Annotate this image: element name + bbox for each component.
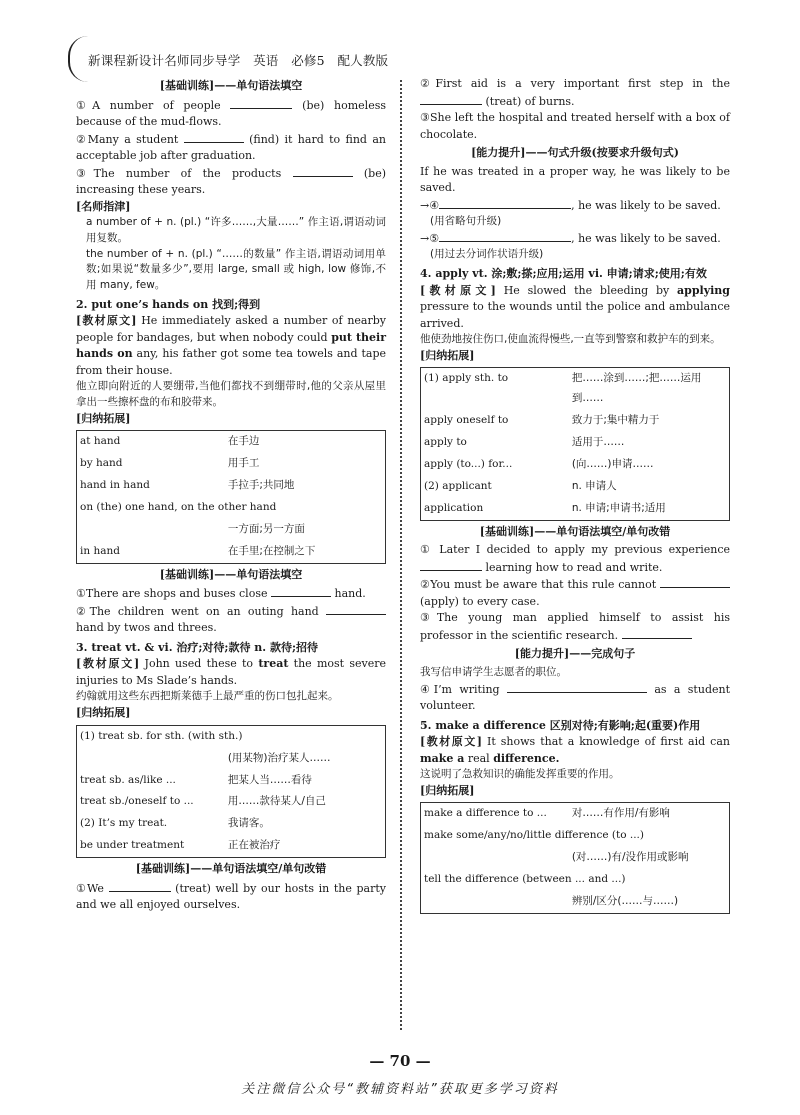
- source-translation: 约翰就用这些东西把斯莱德手上最严重的伤口包扎起来。: [76, 690, 339, 703]
- answer-blank[interactable]: [622, 627, 692, 639]
- answer-blank[interactable]: [420, 93, 482, 105]
- section-heading: [能力提升]——完成句子: [514, 647, 636, 661]
- answer-blank[interactable]: [439, 230, 571, 242]
- section-heading: [基础训练]——单句语法填空/单句改错: [135, 862, 327, 876]
- page-number: — 70 —: [369, 1052, 431, 1070]
- column-divider: [400, 80, 402, 1030]
- exercise-item: ①There are shops and buses close hand.: [76, 587, 366, 601]
- source-translation: 这说明了急救知识的确能发挥重要的作用。: [420, 768, 620, 781]
- table-row: (2) It’s my treat. 我请客。: [80, 817, 270, 830]
- exercise-note: (用过去分词作状语升级): [430, 248, 544, 261]
- answer-blank[interactable]: [507, 681, 647, 693]
- source-text: [教材原文] He immediately asked a number of nearby people for bandages, but when nobody could put their hands on any, his father got some tea towels and tape from their house.: [76, 314, 387, 377]
- answer-blank[interactable]: [293, 165, 353, 177]
- exercise-item: If he was treated in a proper way, he was likely to be saved.: [420, 164, 730, 194]
- exercise-item: ③The number of the products (be) increasing these years.: [76, 166, 386, 196]
- table-row: make some/any/no/little difference (to ...): [424, 829, 644, 842]
- table-row: 一方面;另一方面: [227, 523, 305, 535]
- exercise-item: →④ , he was likely to be saved.: [420, 198, 721, 212]
- exercise-item: ②Many a student (find) it hard to find an acceptable job after graduation.: [76, 132, 386, 162]
- right-column: [420, 76, 730, 917]
- table-row: make a difference to ... 对……有作用/有影响: [424, 807, 670, 820]
- answer-blank[interactable]: [271, 585, 331, 597]
- table-row: hand in hand 手拉手;共同地: [80, 479, 295, 492]
- table-row: application n. 申请;申请书;适用: [424, 501, 666, 514]
- table-row: on (the) one hand, on the other hand: [80, 501, 277, 514]
- entry-title: 2. put one’s hands on 找到;得到: [76, 297, 261, 311]
- footer-note: 关注微信公众号“教辅资料站”获取更多学习资料: [241, 1082, 559, 1097]
- page-header: 新课程新设计名师同步导学 英语 必修5 配人教版: [88, 53, 389, 68]
- table-row: in hand 在手里;在控制之下: [80, 544, 316, 557]
- exercise-item: ①A number of people (be) homeless because of the mud-flows.: [76, 98, 387, 128]
- exercise-item: 我写信申请学生志愿者的职位。: [420, 665, 567, 678]
- table-row: treat sb./oneself to ... 用……款待某人/自己: [80, 795, 326, 808]
- phrase-table: [76, 725, 386, 859]
- exercise-item: ① Later I decided to apply my previous experience learning how to read and write.: [420, 543, 730, 574]
- answer-blank[interactable]: [660, 576, 730, 588]
- exercise-item: ③The young man applied himself to assist his professor in the scientific research.: [420, 611, 730, 642]
- source-text: [教材原文] He slowed the bleeding by applying pressure to the wounds until the police and ambulance arrived.: [420, 283, 730, 330]
- phrase-table: [76, 430, 386, 564]
- exercise-item: ④I’m writing as a student volunteer.: [420, 682, 730, 713]
- tip-tag: [名师指津]: [76, 199, 131, 213]
- exercise-item: ②First aid is a very important first step in the (treat) of burns.: [420, 77, 730, 108]
- phrase-table: [420, 802, 730, 914]
- table-row: apply to 适用于……: [424, 436, 625, 449]
- answer-blank[interactable]: [420, 559, 482, 571]
- table-row: treat sb. as/like ... 把某人当……看待: [80, 773, 312, 786]
- exercise-item: ②The children went on an outing hand hand by twos and threes.: [76, 603, 386, 637]
- table-row: (2) applicant n. 申请人: [424, 479, 617, 492]
- table-row: (1) apply sth. to 把……涂到……;把……运用到……: [424, 372, 702, 405]
- table-row: (用某物)治疗某人……: [227, 751, 331, 764]
- section-heading: [能力提升]——句式升级(按要求升级句式): [471, 146, 679, 159]
- section-heading: [基础训练]——单句语法填空: [159, 79, 303, 92]
- tip-text: the number of + n. (pl.) “……的数量” 作主语,谓语动词用单数;如果说“数量多少”,要用 large, small 或 high, low 修饰,不用 many, few。: [86, 247, 386, 291]
- answer-blank[interactable]: [326, 603, 386, 615]
- table-row: (对……)有/没作用或影响: [571, 851, 689, 864]
- source-translation: 他立即向附近的人要绷带,当他们都找不到绷带时,他的父亲从屋里拿出一些擦杯盘的布和胶带来。: [76, 380, 386, 408]
- exercise-item: ②You must be aware that this rule cannot (apply) to every case.: [420, 576, 730, 610]
- exercise-note: (用省略句升级): [430, 215, 502, 227]
- exercise-item: ①We (treat) well by our hosts in the party and we all enjoyed ourselves.: [76, 881, 387, 912]
- answer-blank[interactable]: [439, 197, 571, 209]
- extension-tag: [归纳拓展]: [76, 411, 131, 425]
- source-translation: 他使劲地按住伤口,使血流得慢些,一直等到警察和救护车的到来。: [420, 333, 721, 345]
- entry-title: 4. apply vt. 涂;敷;搽;应用;运用 vi. 申请;请求;使用;有效: [420, 267, 707, 280]
- answer-blank[interactable]: [184, 131, 244, 143]
- extension-tag: [归纳拓展]: [420, 348, 475, 362]
- entry-title: 3. treat vt. & vi. 治疗;对待;款待 n. 款待;招待: [76, 640, 319, 654]
- entry-title: 5. make a difference 区别对待;有影响;起(重要)作用: [420, 718, 701, 732]
- section-heading: [基础训练]——单句语法填空/单句改错: [479, 524, 671, 538]
- table-row: apply (to...) for... (向……)申请……: [424, 458, 654, 470]
- table-row: tell the difference (between ... and ...): [424, 873, 626, 886]
- table-row: apply oneself to 致力于;集中精力于: [424, 414, 660, 427]
- left-column: [76, 76, 386, 914]
- tip-text: a number of + n. (pl.) “许多……,大量……” 作主语,谓语动词用复数。: [86, 216, 386, 244]
- answer-blank[interactable]: [230, 97, 292, 109]
- table-row: 辨别/区分(……与……): [571, 895, 679, 908]
- source-text: [教材原文] John used these to treat the most severe injuries to Ms Slade’s hands.: [76, 657, 386, 687]
- answer-blank[interactable]: [109, 880, 171, 892]
- table-row: at hand 在手边: [80, 435, 260, 448]
- extension-tag: [归纳拓展]: [76, 706, 131, 720]
- table-row: (1) treat sb. for sth. (with sth.): [80, 729, 243, 742]
- table-row: by hand 用手工: [80, 457, 260, 470]
- exercise-item: →⑤ , he was likely to be saved.: [420, 231, 721, 245]
- table-row: be under treatment 正在被治疗: [80, 839, 281, 852]
- section-heading: [基础训练]——单句语法填空: [159, 567, 303, 581]
- extension-tag: [归纳拓展]: [420, 783, 475, 797]
- exercise-item: ③She left the hospital and treated herself with a box of chocolate.: [420, 111, 730, 141]
- phrase-table: [420, 367, 730, 521]
- source-text: [教材原文] It shows that a knowledge of first aid can make a real difference.: [420, 735, 730, 765]
